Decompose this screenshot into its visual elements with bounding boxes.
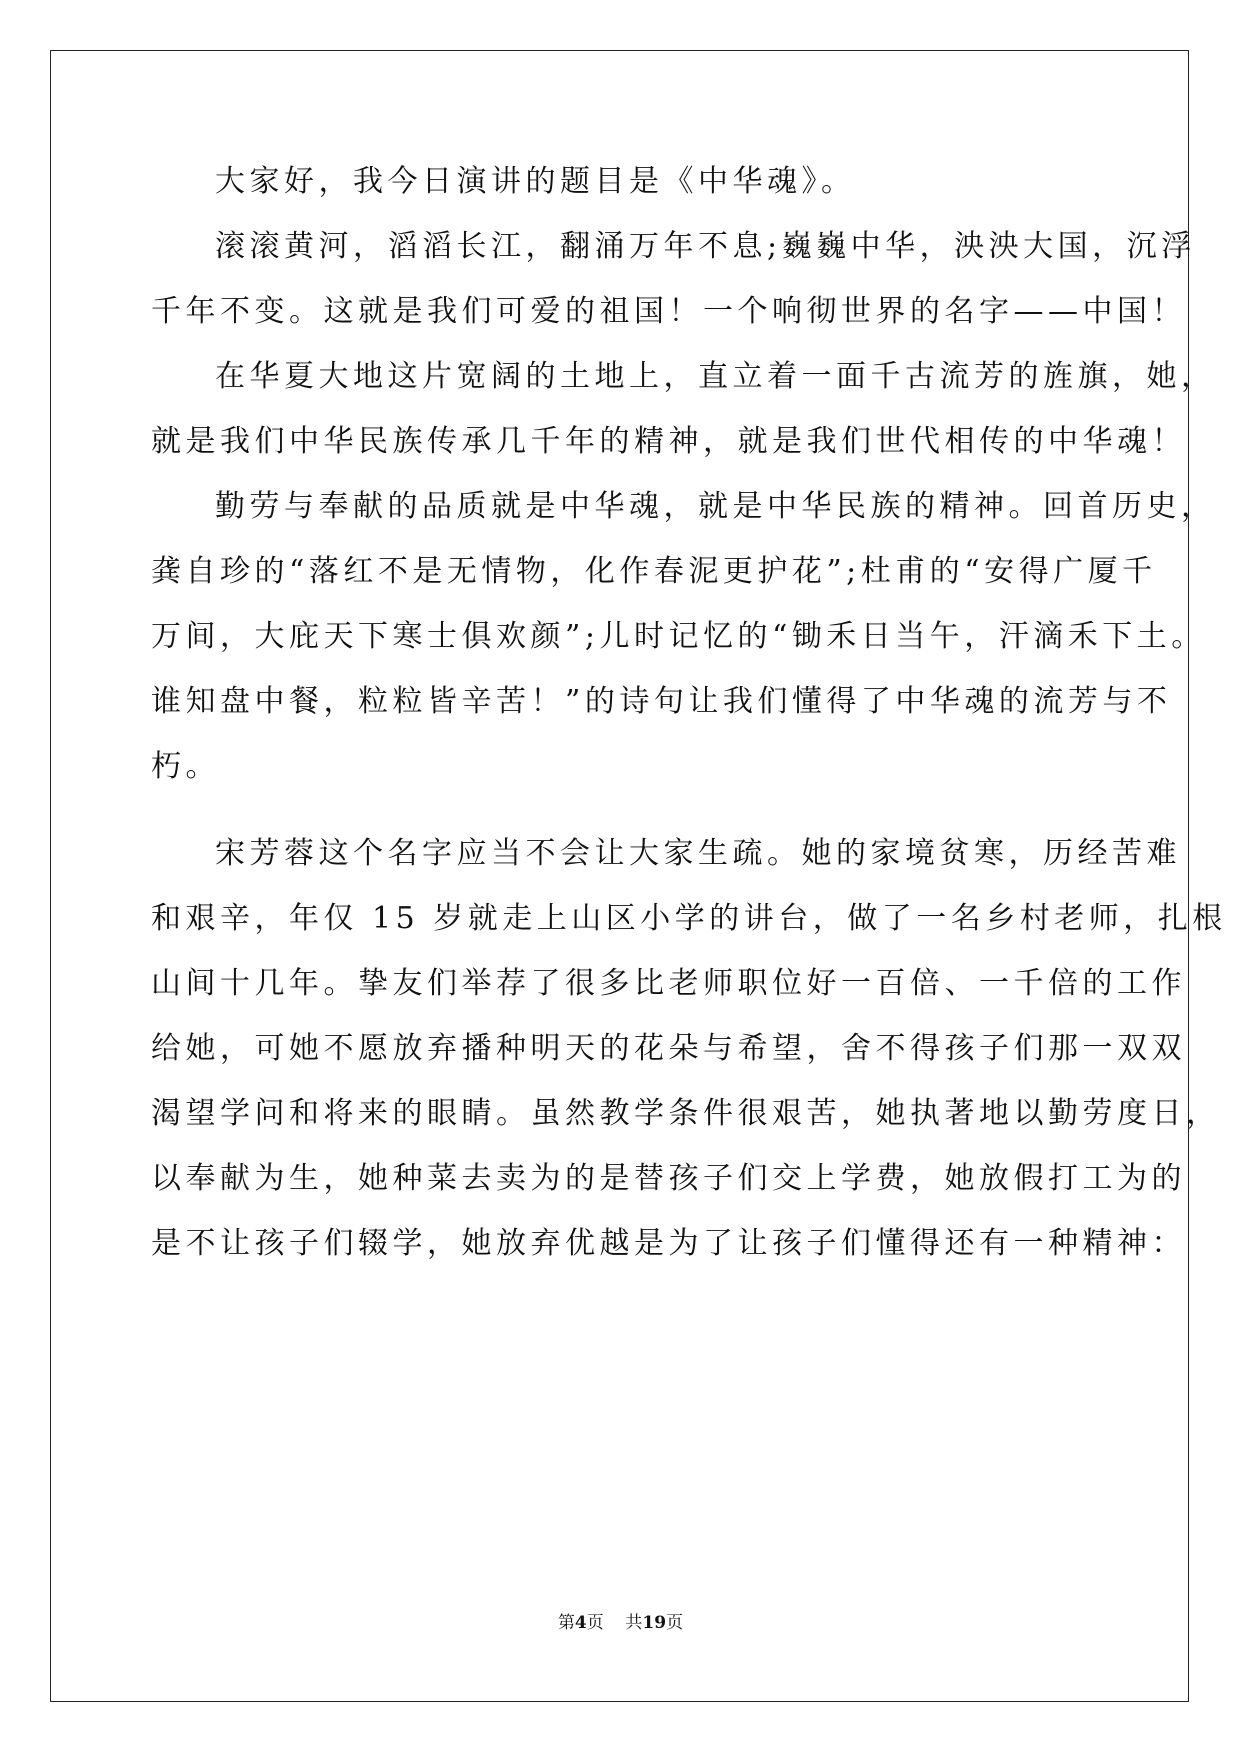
text-line-15: 渴望学问和将来的眼睛。虽然教学条件很艰苦，她执著地以勤劳度日， <box>151 1096 1221 1131</box>
text-line-13: 山间十几年。挚友们举荐了很多比老师职位好一百倍、一千倍的工作 <box>151 966 1186 1001</box>
footer-page-prefix: 第 <box>557 1613 575 1633</box>
text-line-7: 龚自珍的“落红不是无情物，化作春泥更护花”;杜甫的“安得广厦千 <box>151 554 1157 589</box>
text-line-1: 大家好，我今日演讲的题目是《中华魂》。 <box>215 164 856 199</box>
text-line-14: 给她，可她不愿放弃播种明天的花朵与希望，舍不得孩子们那一双双 <box>151 1031 1186 1066</box>
footer-total-pages: 19 <box>642 1613 667 1633</box>
footer-page-number: 4 <box>574 1613 587 1633</box>
footer-total-prefix: 共 <box>625 1613 643 1633</box>
text-line-10: 朽。 <box>151 749 220 784</box>
text-line-5: 就是我们中华民族传承几千年的精神，就是我们世代相传的中华魂！ <box>151 424 1186 459</box>
text-line-6: 勤劳与奉献的品质就是中华魂，就是中华民族的精神。回首历史， <box>215 489 1216 524</box>
text-line-12: 和艰辛，年仅 15 岁就走上山区小学的讲台，做了一名乡村老师，扎根 <box>151 901 1227 936</box>
text-line-2: 滚滚黄河，滔滔长江，翻涌万年不息;巍巍中华，泱泱大国，沉浮 <box>215 229 1196 264</box>
text-line-8: 万间，大庇天下寒士俱欢颜”;儿时记忆的“锄禾日当午，汗滴禾下土。 <box>151 619 1206 654</box>
text-line-4: 在华夏大地这片宽阔的土地上，直立着一面千古流芳的旌旗，她， <box>215 359 1216 394</box>
text-line-3: 千年不变。这就是我们可爱的祖国！一个响彻世界的名字——中国！ <box>151 294 1186 329</box>
text-line-17: 是不让孩子们辍学，她放弃优越是为了让孩子们懂得还有一种精神： <box>151 1226 1186 1261</box>
text-line-16: 以奉献为生，她种菜去卖为的是替孩子们交上学费，她放假打工为的 <box>151 1161 1186 1196</box>
page-footer <box>0 1612 1241 1634</box>
footer-total-suffix: 页 <box>666 1613 684 1633</box>
footer-page-suffix: 页 <box>586 1613 604 1633</box>
text-line-11: 宋芳蓉这个名字应当不会让大家生疏。她的家境贫寒，历经苦难 <box>215 836 1181 871</box>
text-line-9: 谁知盘中餐，粒粒皆辛苦！”的诗句让我们懂得了中华魂的流芳与不 <box>151 684 1172 719</box>
